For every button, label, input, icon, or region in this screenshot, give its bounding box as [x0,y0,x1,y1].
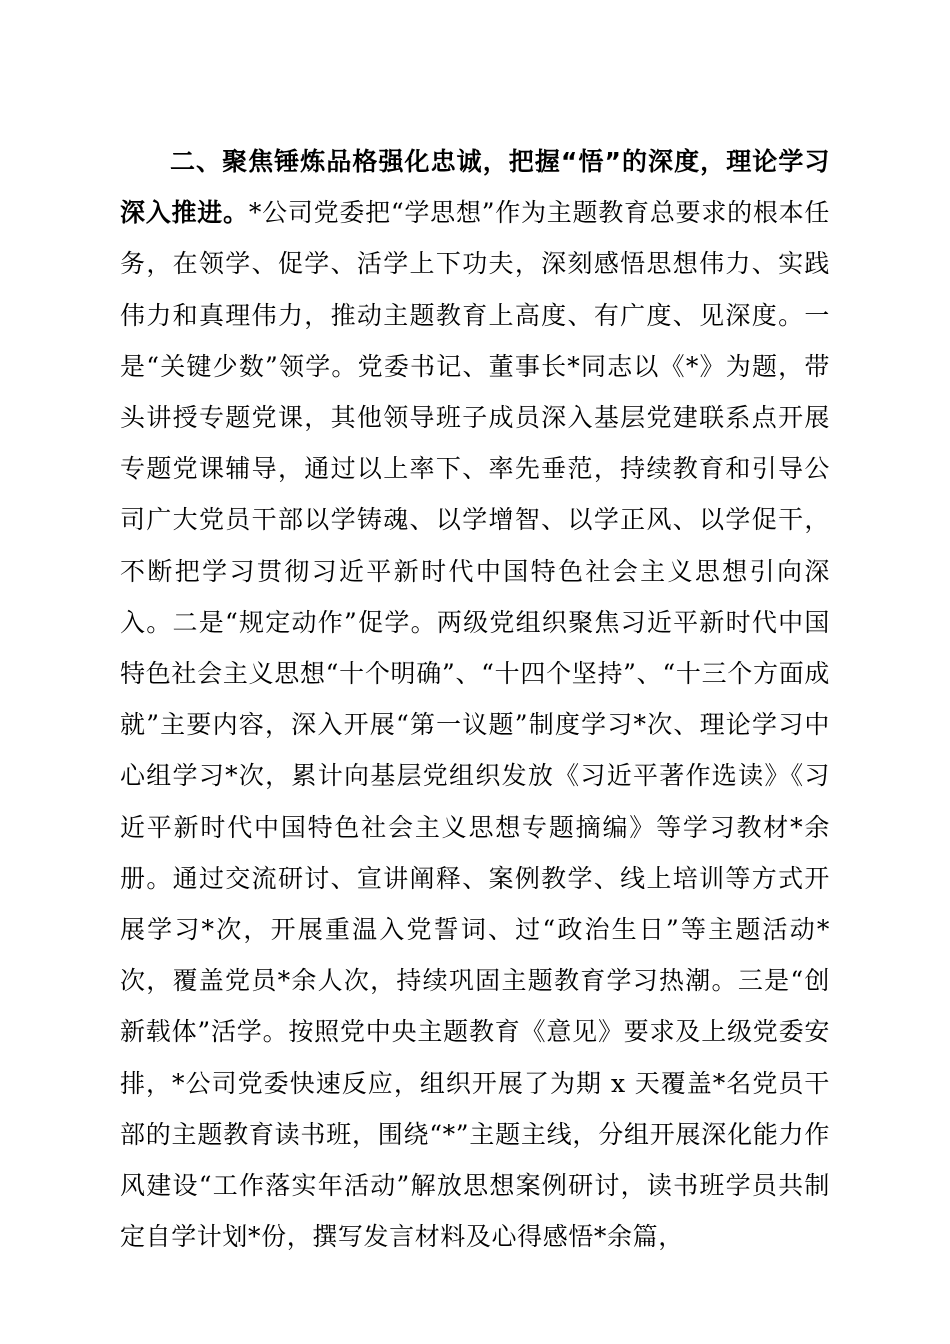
body-paragraph [120,136,830,1262]
section-heading-lead: 二、聚焦锤炼品格强化忠诚，把握“悟”的深度，理论学习深入推进。 [120,147,830,228]
paragraph-body-text: *公司党委把“学思想”作为主题教育总要求的根本任务，在领学、促学、活学上下功夫，深刻感悟思想伟力、实践伟力和真理伟力，推动主题教育上高度、有广度、见深度。一是“关键少数”领学。党委书记、董事长*同志以《*》为题，带头讲授专题党课，其他领导班子成员深入基层党建联系点开展专题党课辅导，通过以上率下、率先垂范，持续教育和引导公司广大党员干部以学铸魂、以学增智、以学正风、以学促干，不断把学习贯彻习近平新时代中国特色社会主义思想引向深入。二是“规定动作”促学。两级党组织聚焦习近平新时代中国特色社会主义思想“十个明确”、“十四个坚持”、“十三个方面成就”主要内容，深入开展“第一议题”制度学习*次、理论学习中心组学习*次，累计向基层党组织发放《习近平著作选读》《习近平新时代中国特色社会主义思想专题摘编》等学习教材*余册。通过交流研讨、宣讲阐释、案例教学、线上培训等方式开展学习*次，开展重温入党誓词、过“政治生日”等主题活动*次，覆盖党员*余人次，持续巩固主题教育学习热潮。三是“创新载体”活学。按照党中央主题教育《意见》要求及上级党委安排，*公司党委快速反应，组织开展了为期 x 天覆盖*名党员干部的主题教育读书班，围绕“*”主题主线，分组开展深化能力作风建设“工作落实年活动”解放思想案例研讨，读书班学员共制定自学计划*份，撰写发言材料及心得感悟*余篇， [120,198,830,1252]
